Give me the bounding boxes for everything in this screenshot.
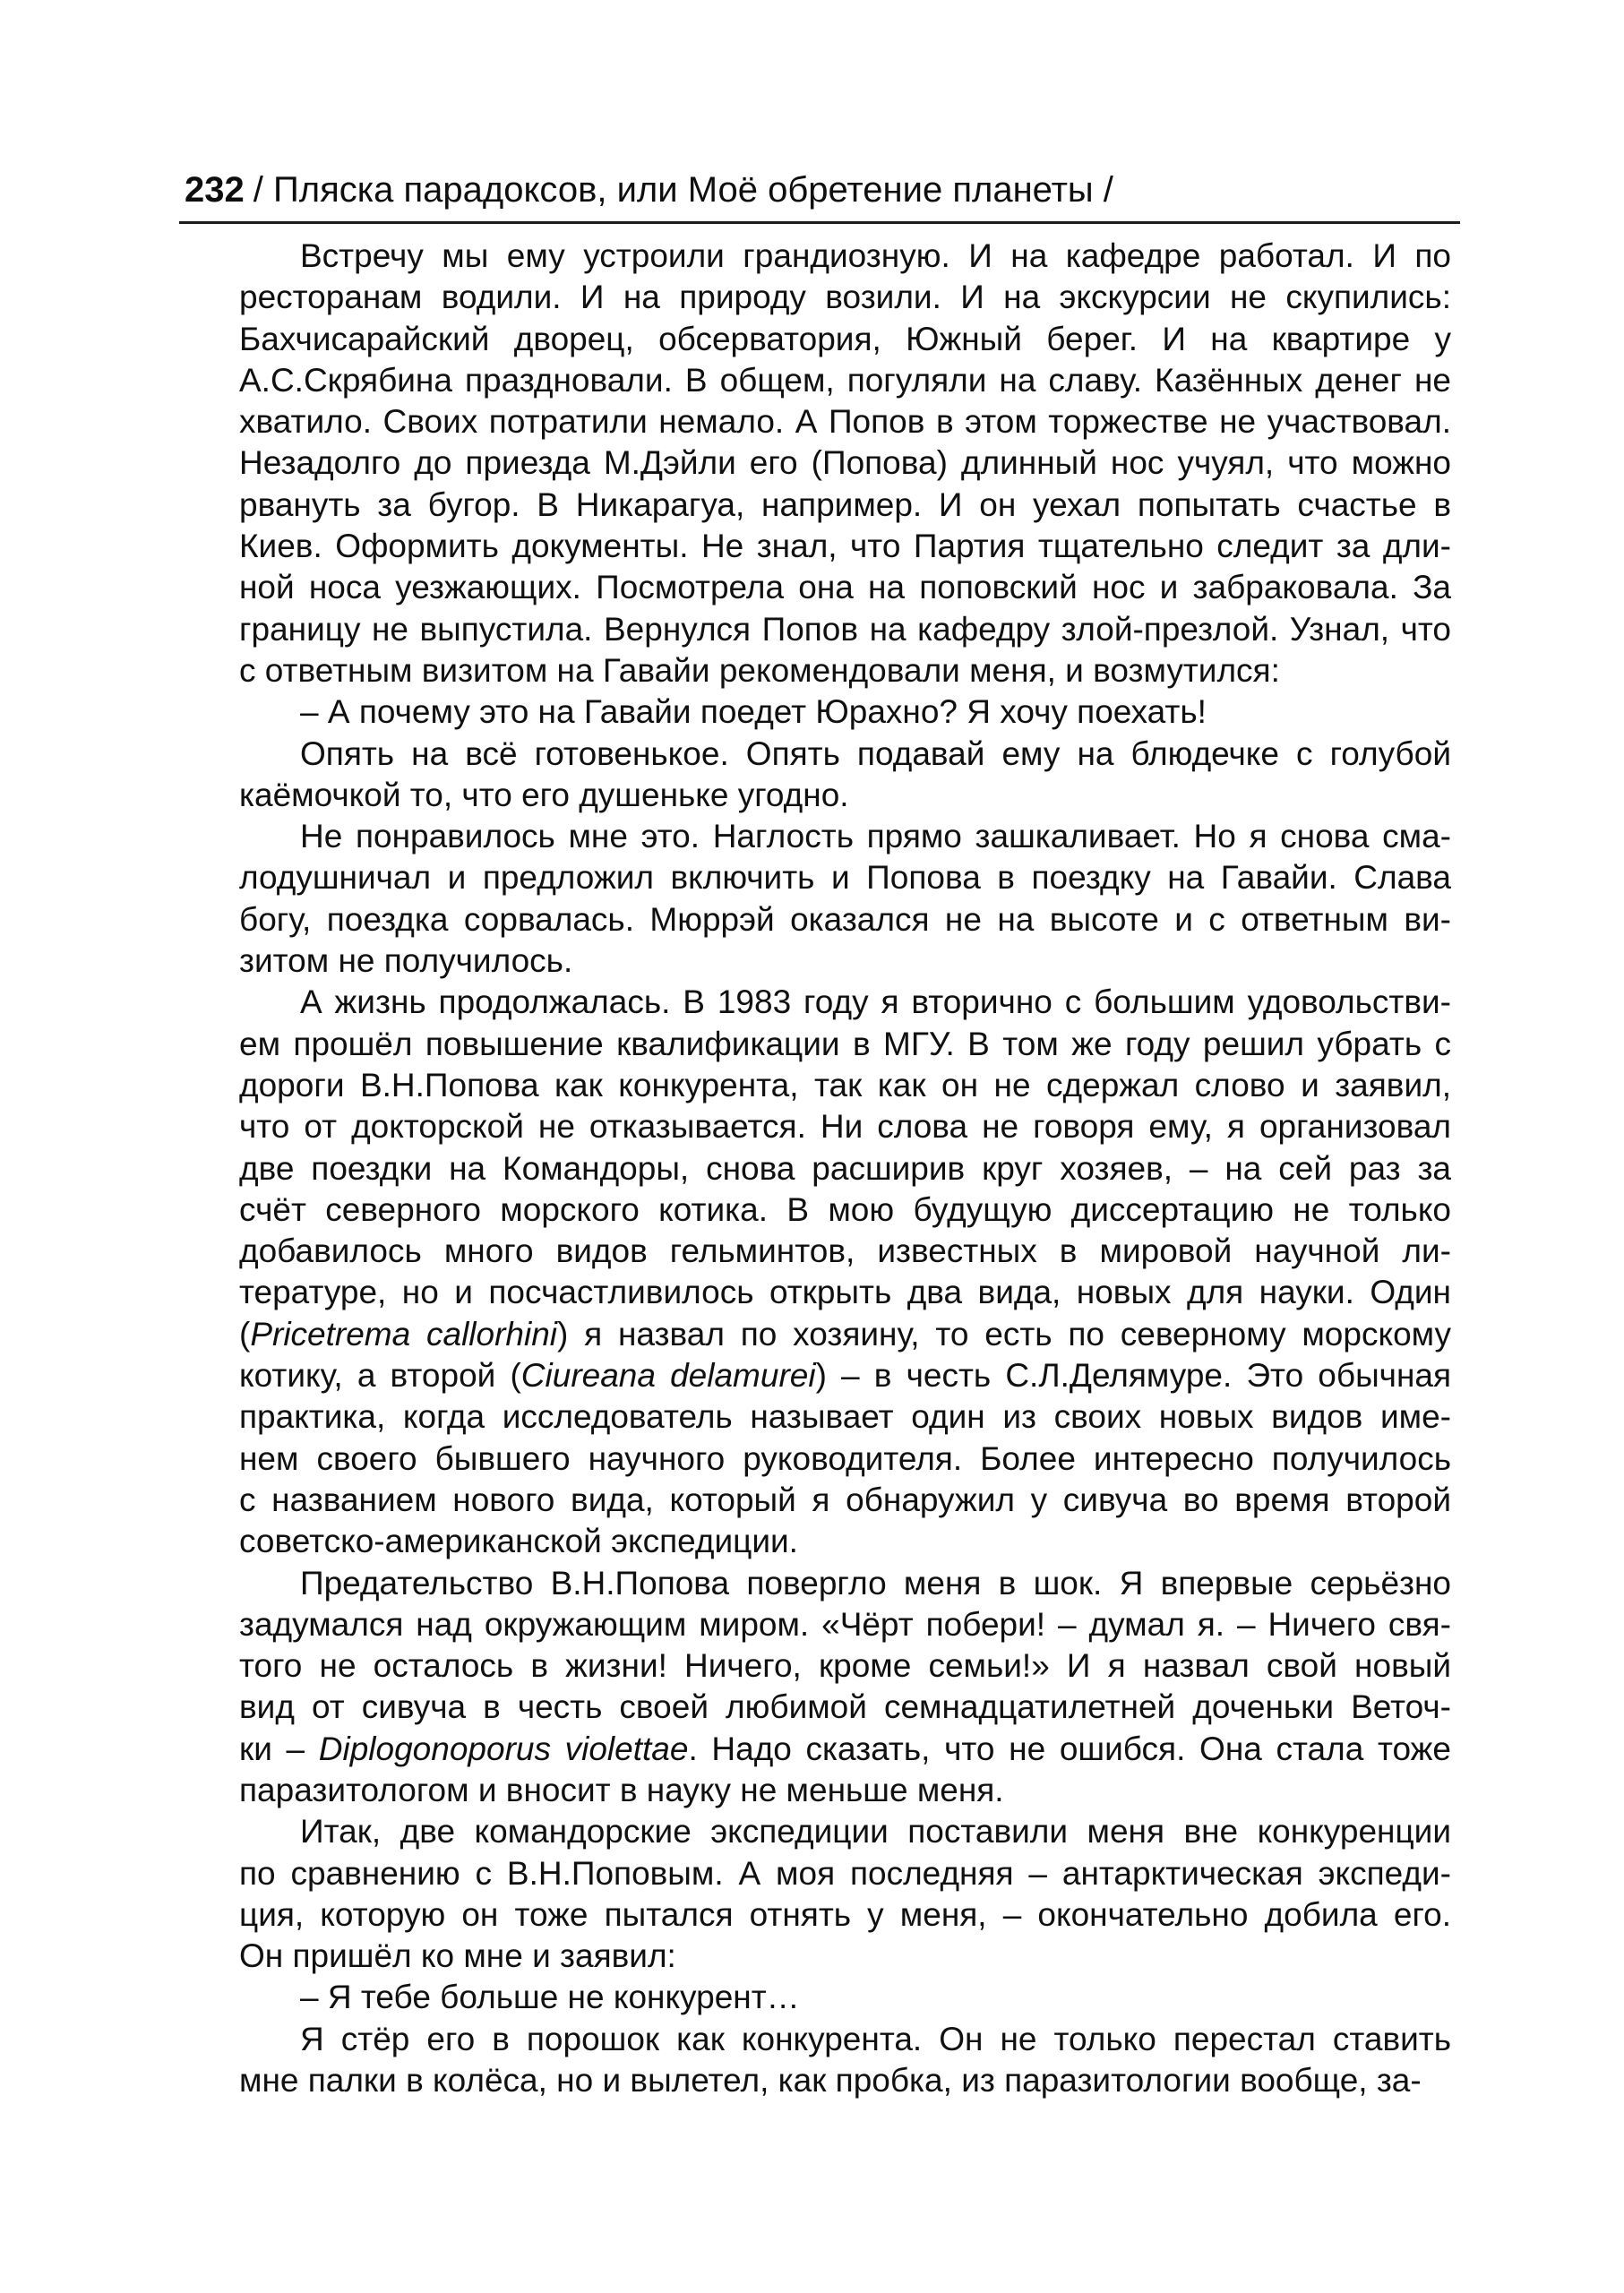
paragraph xyxy=(239,691,1451,733)
text-line: Предательство В.Н.Попова повергло меня в шок. Я впервые серьёзно xyxy=(300,1564,1451,1602)
text-line: советско-американской экспедиции. xyxy=(239,1523,798,1560)
text-line: А жизнь продолжалась. В 1983 году я вторично с большим удовольстви- xyxy=(300,983,1451,1021)
species-name-italic: Pricetrema callorhini xyxy=(250,1315,558,1353)
text-line: практика, когда исследователь называет один из своих новых видов име- xyxy=(239,1398,1451,1436)
text-run: котику, а второй ( xyxy=(239,1357,521,1395)
text-line: Опять на всё готовенькое. Опять подавай ему на блюдечке с голубой xyxy=(300,734,1451,772)
page-number: 232 xyxy=(185,170,245,210)
text-line: тературе, но и посчастливилось открыть два вида, новых для науки. Один xyxy=(239,1274,1451,1311)
text-line xyxy=(239,1314,1451,1355)
text-line: границу не выпустила. Вернулся Попов на кафедру злой-презлой. Узнал, что xyxy=(239,610,1451,648)
text-run: . Надо сказать, что не ошибся. Она стала тоже xyxy=(688,1730,1451,1767)
text-line xyxy=(239,1729,1451,1770)
text-run: ) – в честь С.Л.Делямуре. Это обычная xyxy=(815,1357,1451,1395)
paragraph xyxy=(239,816,1451,982)
text-line: две поездки на Командоры, снова расширив круг хозяев, – на сей раз за xyxy=(239,1149,1451,1187)
text-line: ция, которую он тоже пытался отнять у меня, – окончательно добила его. xyxy=(239,1895,1451,1933)
running-header-title: / Пляска парадоксов, или Моё обретение планеты / xyxy=(253,170,1113,210)
text-line: вид от сивуча в честь своей любимой семнадцатилетней доченьки Веточ- xyxy=(239,1688,1451,1726)
text-line: нем своего бывшего научного руководителя. Более интересно получилось xyxy=(239,1439,1451,1477)
text-line: паразитологом и вносит в науку не меньше меня. xyxy=(239,1771,1004,1808)
text-line: мне палки в колёса, но и вылетел, как пробка, из паразитологии вообще, за- xyxy=(239,2062,1422,2100)
text-line: дороги В.Н.Попова как конкурента, так как он не сдержал слово и заявил, xyxy=(239,1066,1451,1104)
header-rule xyxy=(179,221,1460,224)
text-line: ресторанам водили. И на природу возили. И на экскурсии не скупились: xyxy=(239,279,1451,316)
text-run: ки – xyxy=(239,1730,319,1767)
text-line: Встречу мы ему устроили грандиозную. И на кафедре работал. И по xyxy=(300,237,1451,274)
text-line: Не понравилось мне это. Наглость прямо зашкаливает. Но я снова сма- xyxy=(300,818,1451,855)
text-line: Незадолго до приезда М.Дэйли его (Попова) длинный нос учуял, что можно xyxy=(239,444,1451,482)
text-line: каёмочкой то, что его душеньке угодно. xyxy=(239,776,849,813)
text-line: что от докторской не отказывается. Ни слова не говоря ему, я организовал xyxy=(239,1108,1451,1146)
text-line: Киев. Оформить документы. Не знал, что Партия тщательно следит за дли- xyxy=(239,528,1451,565)
text-line: – А почему это на Гавайи поедет Юрахно? Я хочу поехать! xyxy=(300,693,1207,731)
text-line: задумался над окружающим миром. «Чёрт побери! – думал я. – Ничего свя- xyxy=(239,1605,1451,1643)
text-line: хватило. Своих потратили немало. А Попов в этом торжестве не участвовал. xyxy=(239,403,1451,441)
text-line: лодушничал и предложил включить и Попова в поездку на Гавайи. Слава xyxy=(239,859,1451,897)
text-line: рвануть за бугор. В Никарагуа, например. И он уехал попытать счастье в xyxy=(239,485,1451,523)
text-line: с названием нового вида, который я обнаружил у сивуча во время второй xyxy=(239,1481,1451,1518)
species-name-italic: Diplogonoporus violettae xyxy=(318,1730,689,1767)
text-line: Бахчисарайский дворец, обсерватория, Южный берег. И на квартире у xyxy=(239,320,1451,357)
text-line: счёт северного морского котика. В мою будущую диссертацию не только xyxy=(239,1190,1451,1228)
text-line: Он пришёл ко мне и заявил: xyxy=(239,1937,676,1975)
text-run: ( xyxy=(239,1315,251,1353)
text-run: ) я назвал по хозяину, то есть по северному морскому xyxy=(557,1315,1451,1353)
text-line: с ответным визитом на Гавайи рекомендовали меня, и возмутился: xyxy=(239,651,1280,689)
running-header xyxy=(185,170,1465,210)
paragraph xyxy=(239,236,1451,691)
text-line: Я стёр его в порошок как конкурента. Он не только перестал ставить xyxy=(300,2020,1451,2057)
text-line: А.С.Скрябина праздновали. В общем, погуляли на славу. Казённых денег не xyxy=(239,361,1451,399)
text-line: по сравнению с В.Н.Поповым. А моя последняя – антарктическая экспеди- xyxy=(239,1854,1451,1892)
paragraph xyxy=(239,734,1451,817)
text-line: богу, поездка сорвалась. Мюррэй оказался не на высоте и с ответным ви- xyxy=(239,900,1451,938)
paragraph xyxy=(239,1977,1451,2018)
text-line: ем прошёл повышение квалификации в МГУ. В том же году решил убрать с xyxy=(239,1025,1451,1062)
paragraph xyxy=(239,982,1451,1562)
paragraph xyxy=(239,1563,1451,1812)
text-line: зитом не получилось. xyxy=(239,942,573,980)
species-name-italic: Ciureana delamurei xyxy=(520,1357,816,1395)
text-line: ной носа уезжающих. Посмотрела она на поповский нос и забраковала. За xyxy=(239,569,1451,606)
text-line xyxy=(239,1355,1451,1396)
text-line: – Я тебе больше не конкурент… xyxy=(300,1979,800,2016)
text-line: добавилось много видов гельминтов, известных в мировой научной ли- xyxy=(239,1232,1451,1270)
text-line: Итак, две командорские экспедиции поставили меня вне конкуренции xyxy=(300,1813,1451,1851)
paragraph xyxy=(239,2019,1451,2102)
body-text-block xyxy=(239,236,1451,2101)
text-line: того не осталось в жизни! Ничего, кроме семьи!» И я назвал свой новый xyxy=(239,1647,1451,1685)
paragraph xyxy=(239,1811,1451,1977)
